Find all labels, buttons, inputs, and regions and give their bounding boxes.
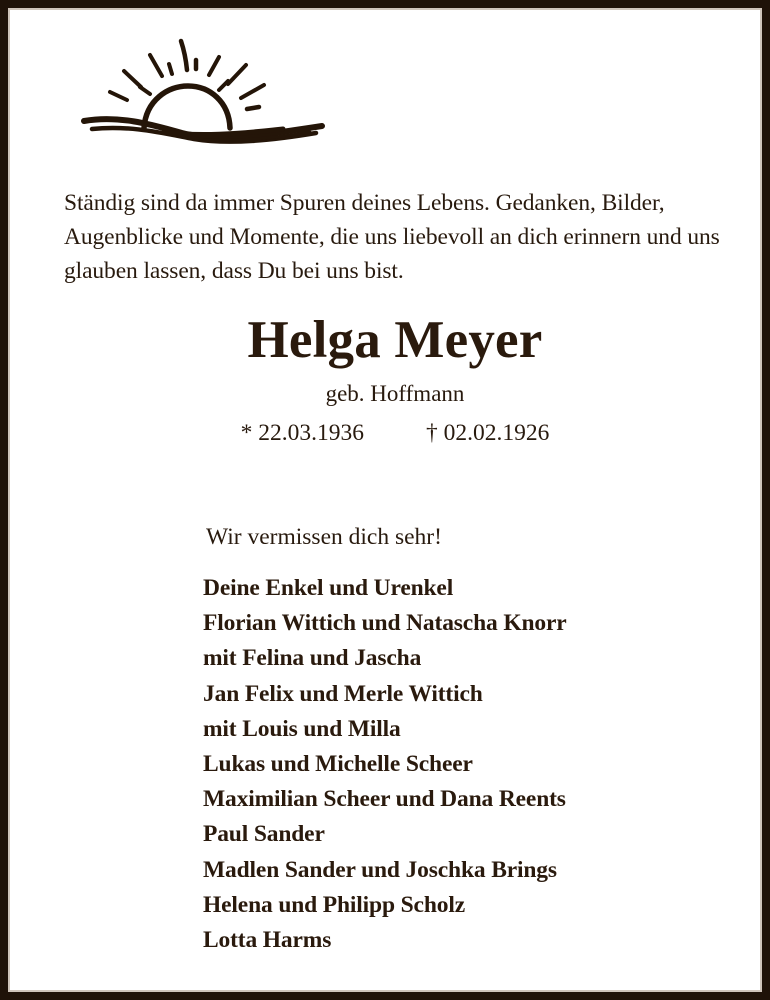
family-list-item: Jan Felix und Merle Wittich (203, 680, 483, 707)
deceased-name: Helga Meyer (247, 311, 543, 369)
maiden-name: geb. Hoffmann (325, 381, 465, 406)
farewell-message: Wir vermissen dich sehr! (206, 524, 442, 550)
family-list-item: Helena und Philipp Scholz (203, 891, 466, 918)
family-list-item: Madlen Sander und Joschka Brings (203, 856, 557, 883)
birth-date: * 22.03.1936 (240, 420, 364, 446)
obituary-card (8, 8, 762, 992)
family-list-item: Florian Wittich und Natascha Knorr (203, 610, 567, 637)
family-list-item: Lukas und Michelle Scheer (203, 751, 473, 778)
life-dates (10, 418, 770, 448)
name-block (10, 310, 770, 448)
family-list-item: Maximilian Scheer und Dana Reents (203, 786, 566, 813)
family-list (203, 571, 723, 958)
family-list-item: Paul Sander (203, 821, 325, 848)
family-list-item: mit Louis und Milla (203, 715, 401, 742)
memorial-quote: Ständig sind da immer Spuren deines Lebens. Gedanken, Bilder, Augenblicke und Momente, die uns liebevoll an dich erinnern und uns glauben lassen, dass Du bei uns bist. (64, 190, 720, 284)
family-list-item: mit Felina und Jascha (203, 645, 422, 672)
sunrise-icon (78, 32, 328, 150)
death-date: † 02.02.1926 (426, 420, 550, 446)
family-list-item: Deine Enkel und Urenkel (203, 575, 454, 601)
family-list-item: Lotta Harms (203, 927, 332, 954)
